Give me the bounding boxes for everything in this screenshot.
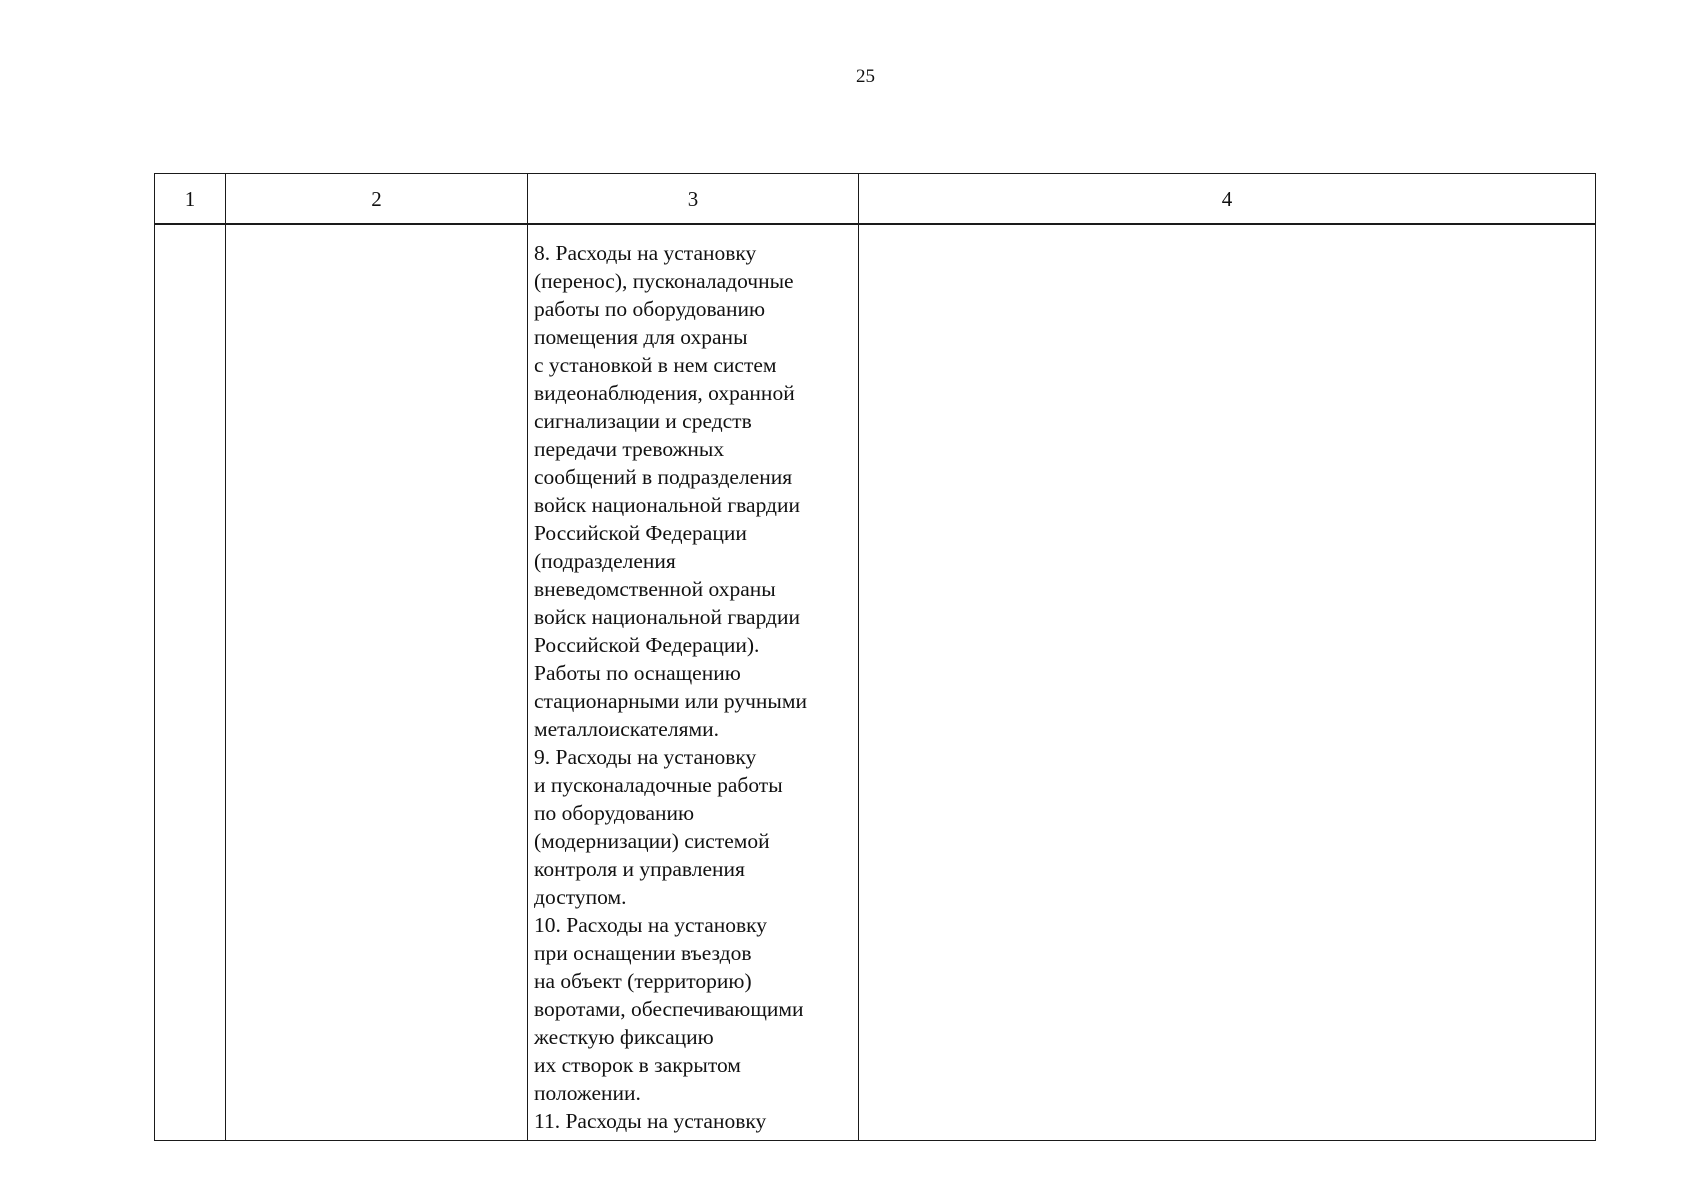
- row-cell-4: [859, 224, 1596, 1141]
- header-cell-4: 4: [859, 174, 1596, 225]
- row-cell-3-text: 8. Расходы на установку (перенос), пусконаладочные работы по оборудованию помещения для охраны с установкой в нем систем видеонаблюдения, охранной сигнализации и средств передачи тревожных сообщений в подразделения войск национальной гвардии Российской Федерации (подразделения вневедомственной охраны войск национальной гвардии Российской Федерации). Работы по оснащению стационарными или ручными металлоискателями. 9. Расходы на установку и пусконаладочные работы по оборудованию (модернизации) системой контроля и управления доступом. 10. Расходы на установку при оснащении въездов на объект (территорию) воротами, обеспечивающими жесткую фиксацию их створок в закрытом положении. 11. Расходы на установку: [534, 241, 807, 1133]
- table-header-row: [155, 174, 1596, 225]
- row-cell-2-text: [226, 225, 527, 239]
- page-number: 25: [856, 66, 875, 87]
- row-cell-1: [155, 224, 226, 1141]
- row-cell-3: [528, 224, 859, 1141]
- header-cell-2: 2: [226, 174, 528, 225]
- row-cell-2: [226, 224, 528, 1141]
- header-cell-1: 1: [155, 174, 226, 225]
- table-row: [155, 224, 1596, 1141]
- row-cell-1-text: [155, 225, 225, 239]
- document-table: [154, 173, 1596, 1141]
- row-cell-4-text: [859, 225, 1595, 239]
- header-cell-3: 3: [528, 174, 859, 225]
